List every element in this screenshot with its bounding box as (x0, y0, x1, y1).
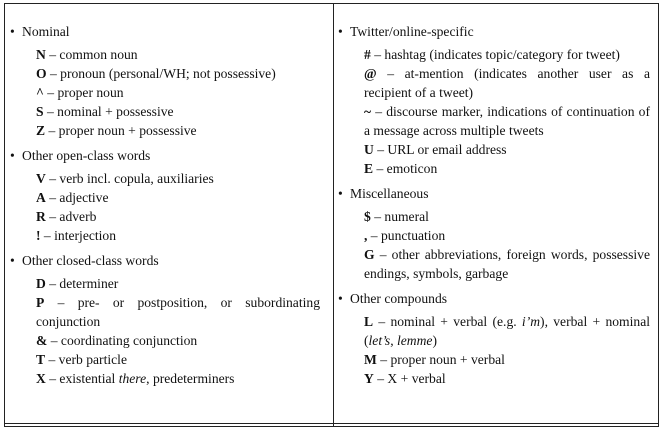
tag-entry: P – pre- or postposition, or subordinating conjunction (36, 295, 320, 329)
tag-entry: ^ – proper noun (36, 85, 124, 100)
tag-entry: L – nominal + verbal (e.g. i’m), verbal + nominal (let’s, lemme) (364, 314, 651, 348)
bullet-icon: • (10, 148, 15, 163)
tag-entry: E – emoticon (364, 161, 438, 176)
tag-entry: N – common noun (36, 47, 138, 62)
tag-entry: U – URL or email address (364, 142, 507, 157)
tag-entry: O – pronoun (personal/WH; not possessive) (36, 66, 276, 81)
category-heading: • Other compounds (338, 291, 448, 306)
tag-entry: @ – at-mention (indicates another user as a recipient of a tweet) (364, 66, 650, 100)
category-heading: • Nominal (10, 24, 70, 39)
tag-entry: & – coordinating conjunction (36, 333, 198, 348)
category-heading: • Other closed-class words (10, 253, 159, 268)
category-entries (10, 169, 320, 245)
tag-entry: ! – interjection (36, 228, 117, 243)
tag-entry: $ – numeral (364, 209, 429, 224)
category-entries (338, 45, 650, 178)
tag-entry: V – verb incl. copula, auxiliaries (36, 171, 214, 186)
bullet-icon: • (10, 253, 15, 268)
category-entries (338, 207, 650, 283)
tag-entry: Y – X + verbal (364, 371, 446, 386)
tag-entry: M – proper noun + verbal (364, 352, 505, 367)
right-column (338, 22, 650, 394)
bullet-icon: • (338, 24, 343, 39)
bullet-icon: • (338, 186, 343, 201)
tag-entry: R – adverb (36, 209, 97, 224)
tag-entry: G – other abbreviations, foreign words, possessive endings, symbols, garbage (364, 247, 650, 281)
tag-entry: # – hashtag (indicates topic/category for tweet) (364, 47, 620, 62)
category-heading: • Twitter/online-specific (338, 24, 474, 39)
tag-entry: D – determiner (36, 276, 119, 291)
tag-entry: S – nominal + possessive (36, 104, 174, 119)
bullet-icon: • (10, 24, 15, 39)
left-column (10, 22, 320, 394)
tag-entry: T – verb particle (36, 352, 127, 367)
tag-entry: Z – proper noun + possessive (36, 123, 197, 138)
category-entries (10, 274, 320, 388)
category-entries (338, 312, 650, 388)
tag-entry: A – adjective (36, 190, 109, 205)
tag-entry: , – punctuation (364, 228, 446, 243)
tag-entry: X – existential there, predeterminers (36, 371, 235, 386)
column-divider (333, 4, 334, 426)
category-heading: • Miscellaneous (338, 186, 429, 201)
category-entries (10, 45, 320, 140)
tag-entry: ~ – discourse marker, indications of continuation of a message across multiple tweets (364, 104, 651, 138)
bullet-icon: • (338, 291, 343, 306)
category-heading: • Other open-class words (10, 148, 151, 163)
